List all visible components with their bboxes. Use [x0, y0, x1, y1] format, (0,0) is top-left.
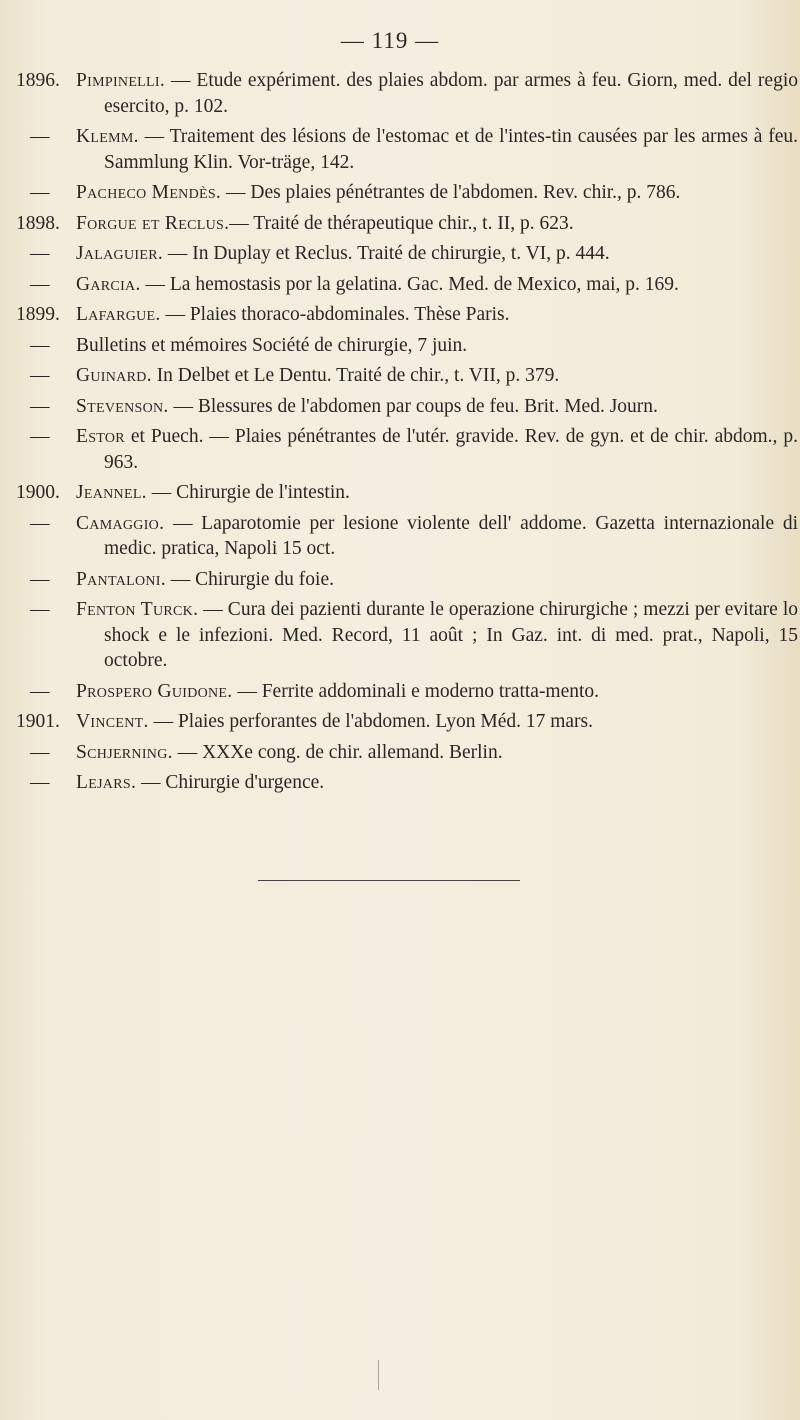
- entry-year: —: [30, 599, 50, 620]
- bibliography-entry: [0, 679, 800, 705]
- entry-author: Estor: [76, 426, 125, 447]
- bibliography-entry: [0, 709, 800, 735]
- bibliography-entry: [0, 394, 800, 420]
- entry-year: 1901.: [16, 711, 60, 732]
- entry-year: 1898.: [16, 212, 60, 234]
- bibliography-entry: [0, 770, 800, 796]
- bibliography-entry: [0, 511, 800, 562]
- bibliography-entry: [0, 567, 800, 593]
- entry-year: —: [30, 426, 50, 447]
- entry-text: — Blessures de l'abdomen par coups de feu. Brit. Med. Journ.: [168, 395, 658, 417]
- bibliography-entry: [0, 68, 800, 119]
- entry-text: et Puech. — Plaies pénétrantes de l'utér. gravide. Rev. de gyn. et de chir. abdom., p. 963.: [104, 426, 798, 473]
- entry-author: Forgue et Reclus.: [76, 212, 230, 234]
- entry-author: Pantaloni.: [76, 568, 166, 590]
- section-separator-rule: [258, 880, 520, 881]
- entry-year: —: [30, 182, 50, 203]
- entry-author: Guinard.: [76, 365, 152, 386]
- entry-year: —: [30, 772, 50, 793]
- entry-author: Jalaguier.: [76, 243, 164, 264]
- entry-text: — Etude expériment. des plaies abdom. par armes à feu. Giorn, med. del regio esercito, p. 102.: [104, 70, 798, 117]
- entry-author: Pacheco Mendès.: [76, 182, 222, 203]
- bibliography-entry: [0, 363, 800, 389]
- entry-author: Lafargue.: [76, 304, 161, 325]
- entry-text: — Traité de thérapeutique chir., t. II, p. 623.: [229, 212, 574, 234]
- entry-text: — Chirurgie d'urgence.: [136, 772, 325, 793]
- entry-year: —: [30, 365, 50, 386]
- entry-year: —: [30, 334, 50, 356]
- bibliography-entry: [0, 211, 800, 237]
- bibliography-entry: [0, 241, 800, 267]
- entry-text: In Delbet et Le Dentu. Traité de chir., t. VII, p. 379.: [151, 365, 560, 386]
- entry-text: — La hemostasis por la gelatina. Gac. Med. de Mexico, mai, p. 169.: [140, 273, 679, 295]
- entry-author: Klemm.: [76, 126, 139, 147]
- entry-author: Schjerning.: [76, 741, 173, 763]
- entry-author: Vincent.: [76, 711, 149, 732]
- entry-year: —: [30, 512, 50, 534]
- entry-text: — Plaies thoraco-abdominales. Thèse Paris.: [160, 304, 510, 325]
- entry-year: —: [30, 741, 50, 763]
- bibliography-list: [0, 68, 800, 801]
- entry-year: 1899.: [16, 304, 60, 325]
- entry-year: —: [30, 273, 50, 295]
- entry-text: — Chirurgie de l'intestin.: [146, 482, 350, 503]
- entry-author: Jeannel.: [76, 482, 147, 503]
- entry-text: Bulletins et mémoires Société de chirurgie, 7 juin.: [76, 334, 468, 356]
- entry-text: — Traitement des lésions de l'estomac et de l'intes-tin causées par les armes à feu. Sammlung Klin. Vor-träge, 142.: [104, 126, 798, 173]
- entry-text: — Ferrite addominali e moderno tratta-mento.: [232, 680, 600, 702]
- entry-text: — In Duplay et Reclus. Traité de chirurgie, t. VI, p. 444.: [163, 243, 610, 264]
- entry-author: Lejars.: [76, 772, 137, 793]
- entry-year: 1896.: [16, 70, 60, 91]
- entry-year: —: [30, 126, 50, 147]
- entry-author: Stevenson.: [76, 395, 169, 417]
- bibliography-entry: [0, 180, 800, 206]
- bibliography-entry: [0, 480, 800, 506]
- bibliography-entry: [0, 302, 800, 328]
- bibliography-entry: [0, 740, 800, 766]
- entry-year: —: [30, 568, 50, 590]
- bibliography-entry: [0, 124, 800, 175]
- entry-text: — Des plaies pénétrantes de l'abdomen. Rev. chir., p. 786.: [221, 182, 681, 203]
- entry-text: — Plaies perforantes de l'abdomen. Lyon Méd. 17 mars.: [148, 711, 594, 732]
- bibliography-entry: [0, 272, 800, 298]
- entry-text: — Laparotomie per lesione violente dell' addome. Gazetta internazionale di medic. pratica, Napoli 15 oct.: [104, 512, 798, 559]
- entry-year: —: [30, 395, 50, 417]
- bibliography-entry: [0, 333, 800, 359]
- entry-year: 1900.: [16, 482, 60, 503]
- entry-text: — XXXe cong. de chir. allemand. Berlin.: [172, 741, 503, 763]
- entry-author: Prospero Guidone.: [76, 680, 233, 702]
- bibliography-entry: [0, 424, 800, 475]
- entry-author: Pimpinelli.: [76, 70, 166, 91]
- entry-author: Camaggio.: [76, 512, 165, 534]
- entry-year: —: [30, 680, 50, 702]
- entry-text: — Cura dei pazienti durante le operazione chirurgiche ; mezzi per evitare lo shock e le infezioni. Med. Record, 11 août ; In Gaz. int. di med. prat., Napoli, 15 octobre.: [104, 599, 798, 671]
- bibliography-entry: [0, 597, 800, 674]
- entry-text: — Chirurgie du foie.: [165, 568, 334, 590]
- entry-author: Garcia.: [76, 273, 141, 295]
- page-number: — 119 —: [340, 28, 440, 53]
- entry-author: Fenton Turck.: [76, 599, 199, 620]
- entry-year: —: [30, 243, 50, 264]
- paper-mark: [378, 1360, 385, 1390]
